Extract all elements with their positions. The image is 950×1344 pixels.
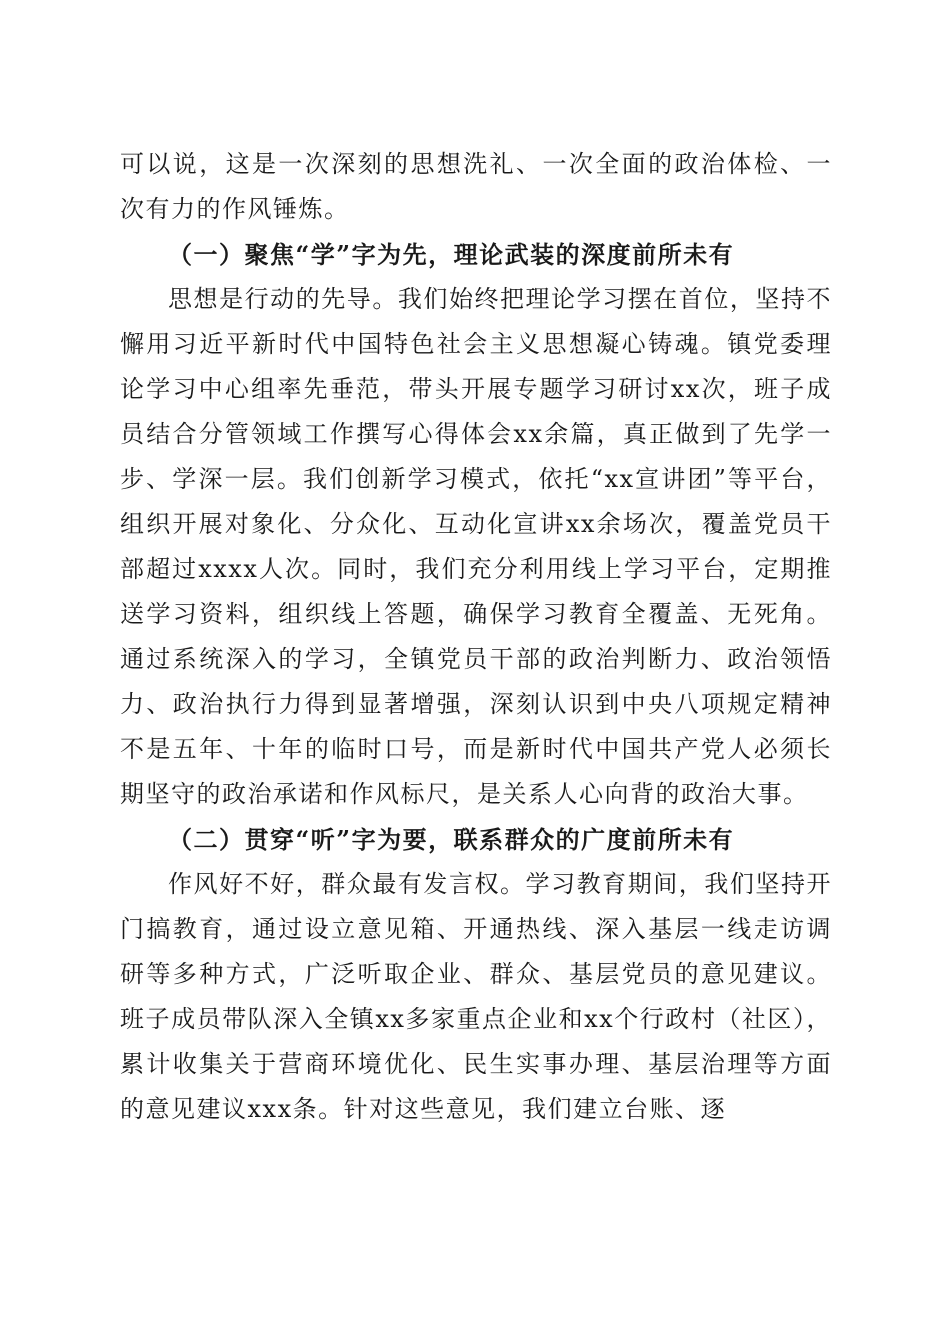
- section-body-2: 作风好不好，群众最有发言权。学习教育期间，我们坚持开门搞教育，通过设立意见箱、开通热线、深入基层一线走访调研等多种方式，广泛听取企业、群众、基层党员的意见建议。班子成员带队深入全镇xx多家重点企业和xx个行政村（社区），累计收集关于营商环境优化、民生实事办理、基层治理等方面的意见建议xxx条。针对这些意见，我们建立台账、逐: [120, 870, 832, 1123]
- document-body: [120, 142, 832, 1132]
- section-heading-1: （一）聚焦“学”字为先，理论武装的深度前所未有: [168, 240, 735, 269]
- intro-paragraph: 可以说，这是一次深刻的思想洗礼、一次全面的政治体检、一次有力的作风锤炼。: [120, 150, 832, 223]
- section-body-1: 思想是行动的先导。我们始终把理论学习摆在首位，坚持不懈用习近平新时代中国特色社会主义思想凝心铸魂。镇党委理论学习中心组率先垂范，带头开展专题学习研讨xx次，班子成员结合分管领域工作撰写心得体会xx余篇，真正做到了先学一步、学深一层。我们创新学习模式，依托“xx宣讲团”等平台，组织开展对象化、分众化、互动化宣讲xx余场次，覆盖党员干部超过xxxx人次。同时，我们充分利用线上学习平台，定期推送学习资料，组织线上答题，确保学习教育全覆盖、无死角。通过系统深入的学习，全镇党员干部的政治判断力、政治领悟力、政治执行力得到显著增强，深刻认识到中央八项规定精神不是五年、十年的临时口号，而是新时代中国共产党人必须长期坚守的政治承诺和作风标尺，是关系人心向背的政治大事。: [120, 285, 832, 808]
- section-heading-2: （二）贯穿“听”字为要，联系群众的广度前所未有: [168, 825, 735, 854]
